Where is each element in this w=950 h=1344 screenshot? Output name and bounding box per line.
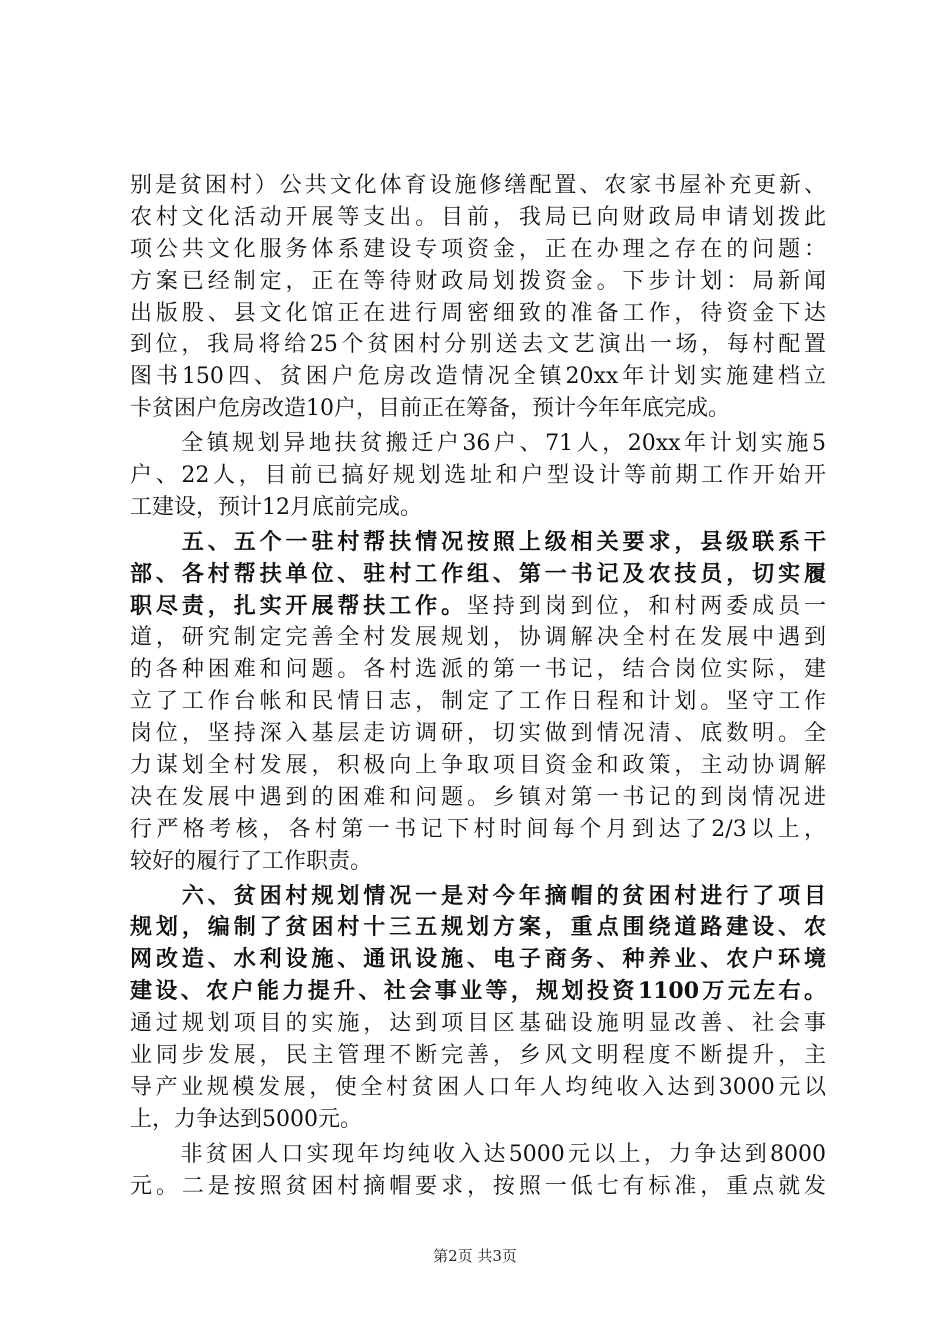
normal-text: 坚持到岗到位，和村两委成员一 <box>467 593 826 619</box>
section-heading-line: 六、贫困村规划情况一是对今年摘帽的贫困村进行了项目 <box>130 882 826 909</box>
text-line: 决在发展中遇到的困难和问题。乡镇对第一书记的到岗情况进 <box>130 784 826 810</box>
text-line: 的各种困难和问题。各村选派的第一书记，结合岗位实际，建 <box>130 657 826 683</box>
text-line: 道，研究制定完善全村发展规划，协调解决全村在发展中遇到 <box>130 625 826 651</box>
text-line: 到位，我局将给25个贫困村分别送去文艺演出一场，每村配置 <box>130 332 826 358</box>
text-line: 通过规划项目的实施，达到项目区基础设施明显改善、社会事 <box>130 1011 826 1037</box>
section-heading-line: 规划，编制了贫困村十三五规划方案，重点围绕道路建设、农 <box>130 914 826 941</box>
text-line: 元。二是按照贫困村摘帽要求，按照一低七有标准，重点就发 <box>130 1173 826 1199</box>
text-line: 上，力争达到5000元。 <box>130 1106 362 1132</box>
text-line: 业同步发展，民主管理不断完善，乡风文明程度不断提升，主 <box>130 1043 826 1069</box>
text-line: 农村文化活动开展等支出。目前，我局已向财政局申请划拨此 <box>130 204 826 230</box>
page-footer <box>0 1245 950 1266</box>
page-number: 第2页 共3页 <box>433 1247 517 1265</box>
text-line: 工建设，预计12月底前完成。 <box>130 494 422 520</box>
text-line: 立了工作台帐和民情日志，制定了工作日程和计划。坚守工作 <box>130 689 826 715</box>
text-line: 全镇规划异地扶贫搬迁户36户、71人，20xx年计划实施5 <box>130 431 826 457</box>
text-line: 图书150四、贫困户危房改造情况全镇20xx年计划实施建档立 <box>130 364 826 390</box>
text-line: 户、22人，目前已搞好规划选址和户型设计等前期工作开始开 <box>130 463 826 489</box>
text-line: 方案已经制定，正在等待财政局划拨资金。下步计划：局新闻 <box>130 268 826 294</box>
section-heading-line: 部、各村帮扶单位、驻村工作组、第一书记及农技员，切实履 <box>130 560 826 587</box>
text-line: 岗位，坚持深入基层走访调研，切实做到情况清、底数明。全 <box>130 721 826 747</box>
text-line: 出版股、县文化馆正在进行周密细致的准备工作，待资金下达 <box>130 300 826 326</box>
section-heading-line: 网改造、水利设施、通讯设施、电子商务、种养业、农户环境 <box>130 946 826 973</box>
paragraph-section-six <box>130 881 826 1136</box>
section-heading-line: 五、五个一驻村帮扶情况按照上级相关要求，县级联系干 <box>130 528 826 555</box>
document-body <box>130 170 826 1203</box>
text-line: 卡贫困户危房改造10户，目前正在筹备，预计今年年底完成。 <box>130 396 730 422</box>
bold-text: 职尽责，扎实开展帮扶工作。 <box>130 592 467 619</box>
paragraph-1 <box>130 170 826 425</box>
text-line: 非贫困人口实现年均纯收入达5000元以上，力争达到8000 <box>130 1141 826 1167</box>
text-line: 项公共文化服务体系建设专项资金，正在办理之存在的问题： <box>130 236 826 262</box>
text-line: 行严格考核，各村第一书记下村时间每个月到达了2/3以上， <box>130 816 826 842</box>
text-line: 较好的履行了工作职责。 <box>130 848 373 874</box>
mixed-text-line <box>130 591 826 623</box>
paragraph-5 <box>130 1139 826 1203</box>
paragraph-section-five <box>130 527 826 878</box>
section-heading-line: 建设、农户能力提升、社会事业等，规划投资1100万元左右。 <box>130 978 826 1005</box>
text-line: 导产业规模发展，使全村贫困人口年人均纯收入达到3000元以 <box>130 1074 826 1100</box>
text-line: 力谋划全村发展，积极向上争取项目资金和政策，主动协调解 <box>130 753 826 779</box>
paragraph-2 <box>130 428 826 524</box>
text-line: 别是贫困村）公共文化体育设施修缮配置、农家书屋补充更新、 <box>130 173 826 198</box>
